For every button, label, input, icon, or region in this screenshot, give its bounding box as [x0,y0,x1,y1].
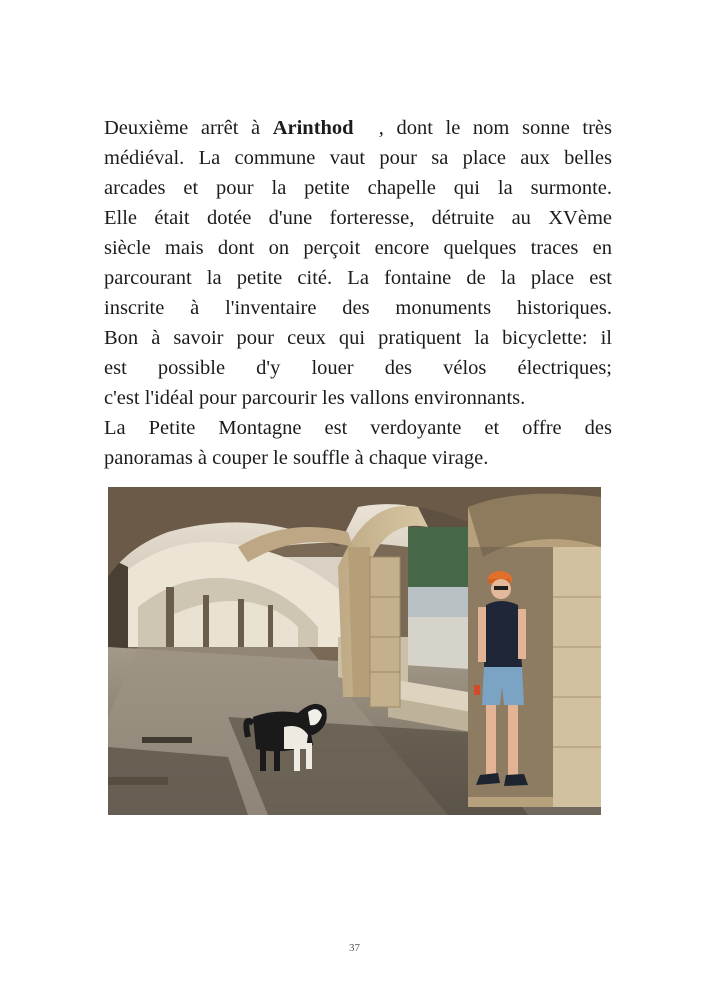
text-line: La Petite Montagne est verdoyante et offre des [104,417,612,439]
text-line: Elle était dotée d'une forteresse, détruite au XVème [104,207,612,229]
text-line: siècle mais dont on perçoit encore quelques traces en [104,237,612,259]
text-line: parcourant la petite cité. La fontaine de la place est [104,267,612,289]
text-line: arcades et pour la petite chapelle qui la surmonte. [104,177,612,199]
text-line: inscrite à l'inventaire des monuments historiques. [104,297,612,319]
place-name: Arinthod [272,117,354,139]
text-line: est possible d'y louer des vélos électriques; [104,357,612,379]
text-line: médiéval. La commune vaut pour sa place aux belles [104,147,612,169]
text-line: panoramas à couper le souffle à chaque virage. [104,447,489,469]
text-line: c'est l'idéal pour parcourir les vallons environnants. [104,387,526,409]
body-paragraph [104,113,612,473]
page-number: 37 [349,942,360,954]
text-line: Bon à savoir pour ceux qui pratiquent la bicyclette: il [104,327,612,349]
arcade-photo-image [108,487,601,815]
text-line: Deuxième arrêt à Arinthod , dont le nom sonne très [104,117,612,139]
arcade-photo [108,487,601,815]
